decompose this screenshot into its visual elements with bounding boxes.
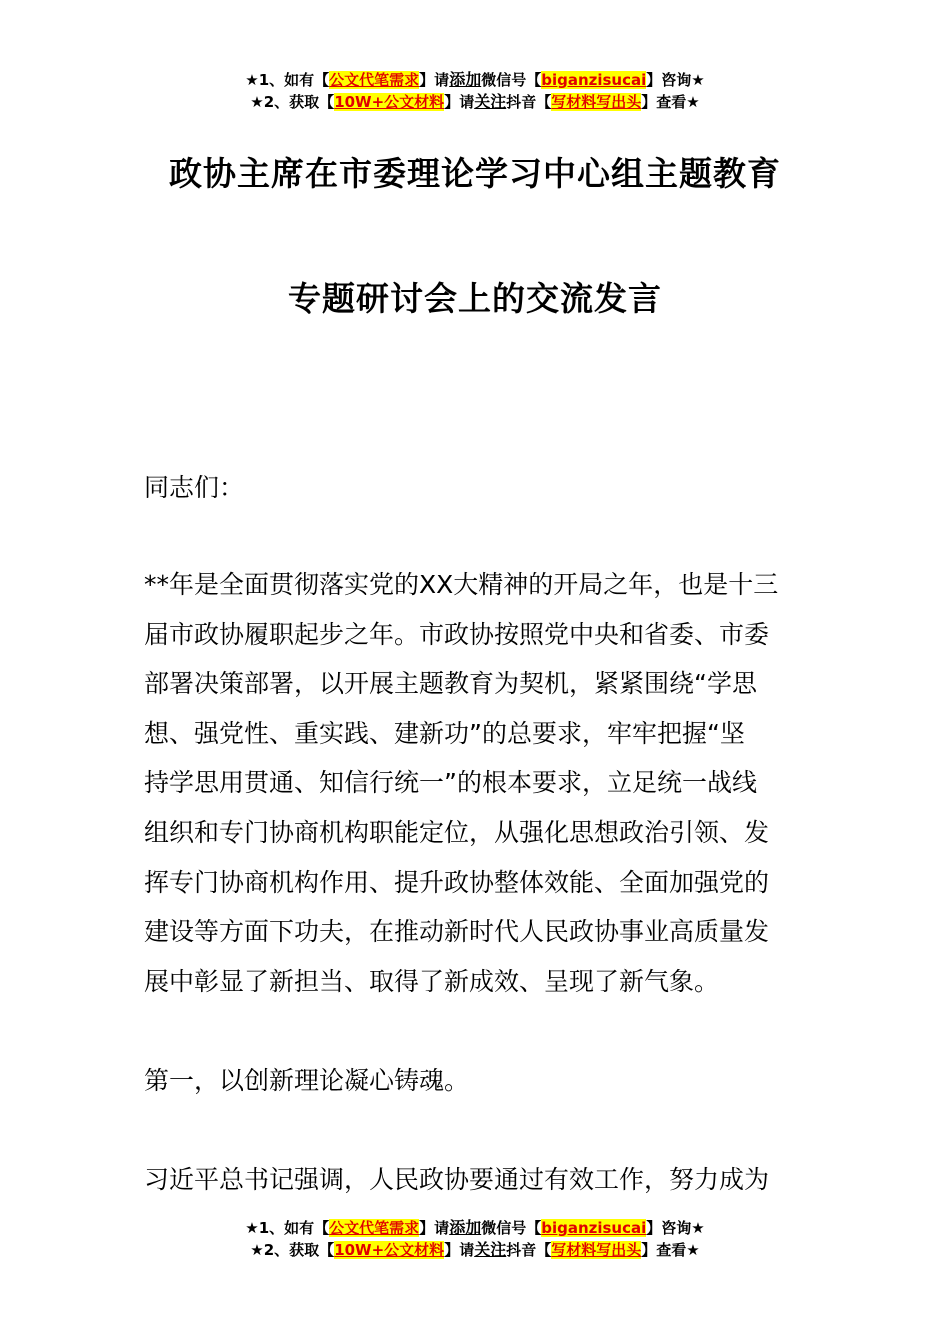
banner-text: 】咨询★ bbox=[646, 1219, 705, 1237]
banner-text: ★2、获取【 bbox=[250, 93, 335, 111]
banner-line-1 bbox=[0, 69, 950, 91]
paragraph-line: 建设等方面下功夫，在推动新时代人民政协事业高质量发 bbox=[144, 917, 770, 947]
paragraph-line: 挥专门协商机构作用、提升政协整体效能、全面加强党的 bbox=[144, 867, 770, 897]
banner-text: 微信号【 bbox=[481, 1219, 542, 1237]
banner-highlight-douyin: 写材料写出头 bbox=[551, 1241, 642, 1259]
paragraph-line: **年是全面贯彻落实党的XX大精神的开局之年，也是十三 bbox=[144, 570, 779, 599]
banner-text: ★2、获取【 bbox=[250, 1241, 335, 1259]
banner-text: 】请 bbox=[419, 1219, 450, 1237]
banner-line-1 bbox=[0, 1217, 950, 1239]
paragraph-line: 部署决策部署，以开展主题教育为契机，紧紧围绕“学思 bbox=[144, 669, 757, 699]
paragraph-2: 习近平总书记强调，人民政协要通过有效工作，努力成为 bbox=[144, 1165, 770, 1194]
banner-highlight-materials: 10W+公文材料 bbox=[334, 1241, 445, 1259]
banner-text: 】查看★ bbox=[641, 93, 700, 111]
document-title-line-2: 专题研讨会上的交流发言 bbox=[288, 279, 662, 318]
paragraph-line: 想、强党性、重实践、建新功”的总要求，牢牢把握“坚 bbox=[144, 718, 745, 748]
paragraph-line: 展中彰显了新担当、取得了新成效、呈现了新气象。 bbox=[144, 966, 720, 996]
banner-highlight-materials: 10W+公文材料 bbox=[334, 93, 445, 111]
header-banner bbox=[0, 69, 950, 113]
banner-text: 】请 bbox=[444, 93, 475, 111]
banner-text: ★1、如有【 bbox=[245, 1219, 330, 1237]
banner-text: 抖音【 bbox=[506, 93, 552, 111]
banner-line-2 bbox=[0, 1239, 950, 1261]
paragraph-line: 持学思用贯通、知信行统一”的根本要求，立足统一战线 bbox=[144, 768, 757, 798]
banner-text: 】咨询★ bbox=[646, 71, 705, 89]
banner-text: 】请 bbox=[444, 1241, 475, 1259]
banner-highlight-wechat: biganzisucai bbox=[541, 71, 647, 89]
banner-highlight-service: 公文代笔需求 bbox=[329, 1219, 420, 1237]
banner-text: 】请 bbox=[419, 71, 450, 89]
banner-highlight-wechat: biganzisucai bbox=[541, 1219, 647, 1237]
paragraph-1 bbox=[144, 560, 809, 1006]
banner-text: ★1、如有【 bbox=[245, 71, 330, 89]
banner-emphasis: 关注 bbox=[474, 92, 507, 111]
document-title-line-1: 政协主席在市委理论学习中心组主题教育 bbox=[169, 154, 781, 193]
banner-text: 抖音【 bbox=[506, 1241, 552, 1259]
section-heading-1: 第一，以创新理论凝心铸魂。 bbox=[144, 1066, 470, 1095]
banner-text: 微信号【 bbox=[481, 71, 542, 89]
footer-banner bbox=[0, 1217, 950, 1261]
paragraph-line: 组织和专门协商机构职能定位，从强化思想政治引领、发 bbox=[144, 817, 770, 847]
banner-highlight-service: 公文代笔需求 bbox=[329, 71, 420, 89]
banner-emphasis: 关注 bbox=[474, 1240, 507, 1259]
banner-highlight-douyin: 写材料写出头 bbox=[551, 93, 642, 111]
salutation: 同志们： bbox=[144, 473, 245, 502]
paragraph-line: 届市政协履职起步之年。市政协按照党中央和省委、市委 bbox=[144, 619, 770, 649]
banner-emphasis: 添加 bbox=[449, 1218, 482, 1237]
banner-text: 】查看★ bbox=[641, 1241, 700, 1259]
banner-emphasis: 添加 bbox=[449, 70, 482, 89]
banner-line-2 bbox=[0, 91, 950, 113]
